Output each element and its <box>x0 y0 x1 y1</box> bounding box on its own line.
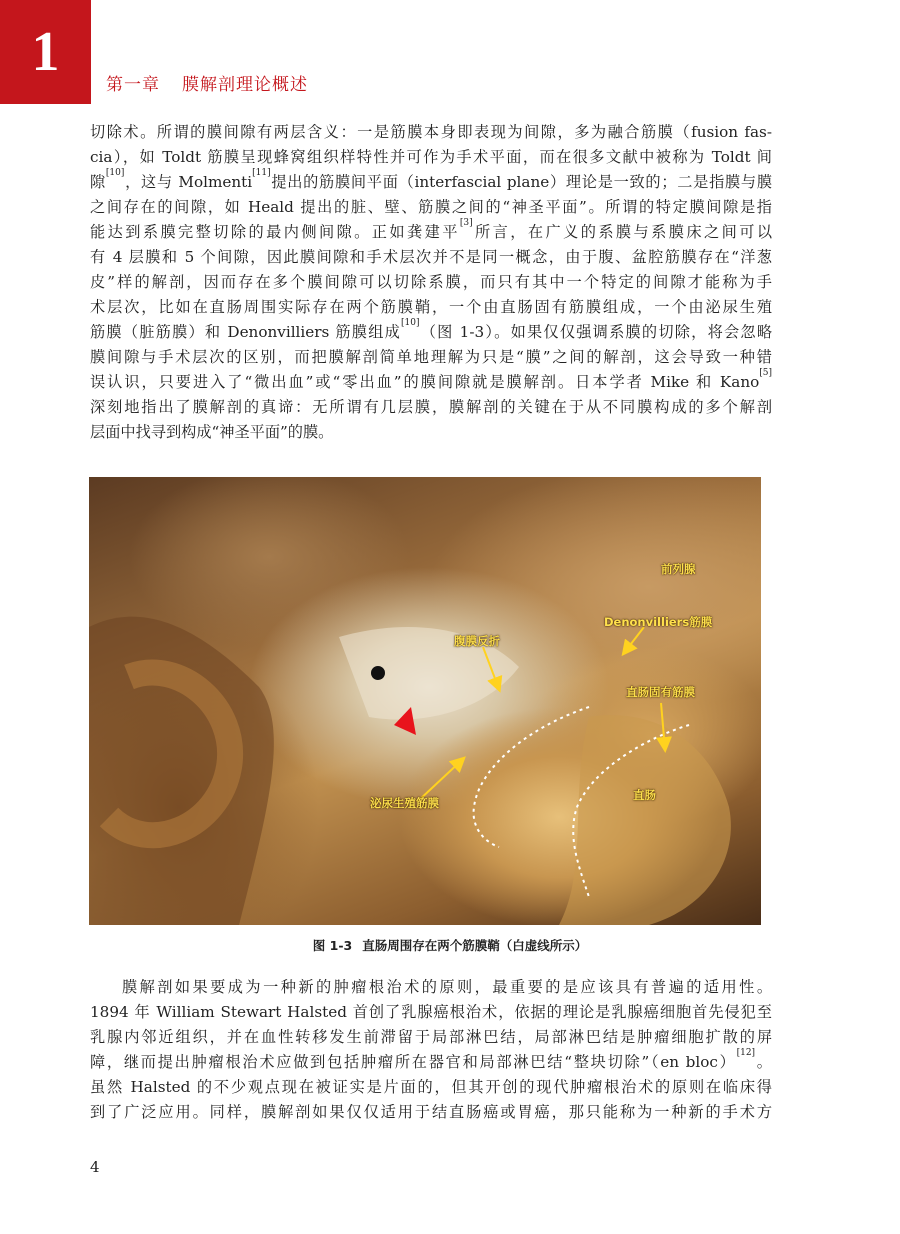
text-segment: 能达到系膜完整切除的最内侧间隙。正如龚建平 <box>90 223 460 241</box>
citation-ref: [10] <box>401 318 420 328</box>
text-segment: 深刻地指出了膜解剖的真谛：无所谓有几层膜，膜解剖的关键在于从不同膜构成的多个解剖 <box>90 398 772 416</box>
text-line <box>90 370 772 395</box>
text-segment: 障，继而提出肿瘤根治术应做到包括肿瘤所在器官和局部淋巴结“整块切除”（en bloc） <box>90 1053 737 1071</box>
chapter-heading <box>106 70 308 95</box>
body-paragraph-1 <box>90 120 772 445</box>
citation-ref: [3] <box>459 218 473 228</box>
chapter-name: 膜解剖理论概述 <box>182 75 308 95</box>
citation-ref: [10] <box>105 168 125 178</box>
text-line <box>90 1000 772 1025</box>
caption-text: 直肠周围存在两个筋膜鞘（白虚线所示） <box>362 938 588 953</box>
chapter-number: 1 <box>31 21 60 83</box>
label-rectal-fascia: 直肠固有筋膜 <box>626 685 695 699</box>
text-segment: 虽然 Halsted 的不少观点现在被证实是片面的，但其开创的现代肿瘤根治术的原则在临床得 <box>90 1078 772 1096</box>
text-line <box>90 395 772 420</box>
text-segment: 术层次，比如在直肠周围实际存在两个筋膜鞘，一个由直肠固有筋膜组成，一个由泌尿生殖 <box>90 298 772 316</box>
citation-ref: [12] <box>736 1048 756 1058</box>
anatomy-photo-figure <box>89 477 761 925</box>
text-segment: 隙 <box>90 173 106 191</box>
text-line <box>90 1075 772 1100</box>
body-paragraph-2 <box>90 975 772 1125</box>
chapter-number-tab <box>0 0 91 104</box>
text-line <box>90 120 772 145</box>
text-segment: cia），如 Toldt 筋膜呈现蜂窝组织样特性并可作为手术平面，而在很多文献中被称为 Toldt 间 <box>90 148 772 166</box>
text-segment: 膜解剖如果要成为一种新的肿瘤根治术的原则，最重要的是应该具有普遍的适用性。 <box>122 978 772 996</box>
text-segment: 膜间隙与手术层次的区别，而把膜解剖简单地理解为只是“膜”之间的解剖，这会导致一种错 <box>90 348 772 366</box>
text-segment: ，这与 Molmenti <box>124 173 253 191</box>
text-line <box>90 145 772 170</box>
dashed-fascia-line-1 <box>474 707 589 847</box>
label-prostate: 前列腺 <box>661 562 696 576</box>
text-segment: 1894 年 William Stewart Halsted 首创了乳腺癌根治术，依据的理论是乳腺癌细胞首先侵犯至 <box>90 1003 772 1021</box>
text-line <box>90 195 772 220</box>
text-segment: 皮”样的解剖，因而存在多个膜间隙可以切除系膜，而只有其中一个特定的间隙才能称为手 <box>90 273 772 291</box>
label-peritoneal-reflection: 腹膜反折 <box>454 634 500 648</box>
tissue-shadow <box>89 617 274 925</box>
dark-spot <box>371 666 385 680</box>
text-segment: 切除术。所谓的膜间隙有两层含义：一是筋膜本身即表现为间隙，多为融合筋膜（fusion fas- <box>90 123 772 141</box>
citation-ref: [11] <box>252 168 271 178</box>
text-segment: 所言，在广义的系膜与系膜床之间可以 <box>472 223 773 241</box>
text-segment: 到了广泛应用。同样，膜解剖如果仅仅适用于结直肠癌或胃癌，那只能称为一种新的手术方 <box>90 1103 772 1121</box>
text-segment: 之间存在的间隙，如 Heald 提出的脏、壁、筋膜之间的“神圣平面”。所谓的特定膜间隙是指 <box>90 198 772 216</box>
text-line <box>90 975 772 1000</box>
text-segment: 误认识，只要进入了“微出血”或“零出血”的膜间隙就是膜解剖。日本学者 Mike 和 Kano <box>90 373 760 391</box>
text-line <box>90 245 772 270</box>
text-segment: 乳腺内邻近组织，并在血性转移发生前滞留于局部淋巴结，局部淋巴结是肿瘤细胞扩散的屏 <box>90 1028 772 1046</box>
citation-ref: [5] <box>759 368 772 378</box>
text-segment: （图 1-3）。如果仅仅强调系膜的切除，将会忽略 <box>419 323 773 341</box>
text-line <box>90 295 772 320</box>
text-segment: 筋膜（脏筋膜）和 Denonvilliers 筋膜组成 <box>90 323 402 341</box>
arrow-denonvilliers <box>624 627 644 653</box>
page-number: 4 <box>90 1158 100 1176</box>
label-denonvilliers: Denonvilliers筋膜 <box>604 615 713 629</box>
text-line <box>90 270 772 295</box>
figure-caption <box>0 936 900 954</box>
text-segment: 层面中找寻到构成“神圣平面”的膜。 <box>90 423 334 441</box>
label-rectum: 直肠 <box>633 788 656 802</box>
label-urogenital-fascia: 泌尿生殖筋膜 <box>370 796 439 810</box>
text-line <box>90 345 772 370</box>
text-line <box>90 420 772 445</box>
text-line <box>90 220 772 245</box>
text-line <box>90 1100 772 1125</box>
rectum-tissue <box>559 715 731 925</box>
text-line <box>90 1025 772 1050</box>
caption-number: 图 1-3 <box>312 938 353 953</box>
chapter-label: 第一章 <box>106 75 160 95</box>
text-line <box>90 170 772 195</box>
text-segment: 有 4 层膜和 5 个间隙，因此膜间隙和手术层次并不是同一概念，由于腹、盆腔筋膜存在“洋葱 <box>90 248 772 266</box>
text-segment: 。 <box>755 1053 772 1071</box>
text-line <box>90 1050 772 1075</box>
text-segment: 提出的筋膜间平面（interfascial plane）理论是一致的；二是指膜与膜 <box>270 173 773 191</box>
figure-overlay <box>89 477 761 925</box>
text-line <box>90 320 772 345</box>
